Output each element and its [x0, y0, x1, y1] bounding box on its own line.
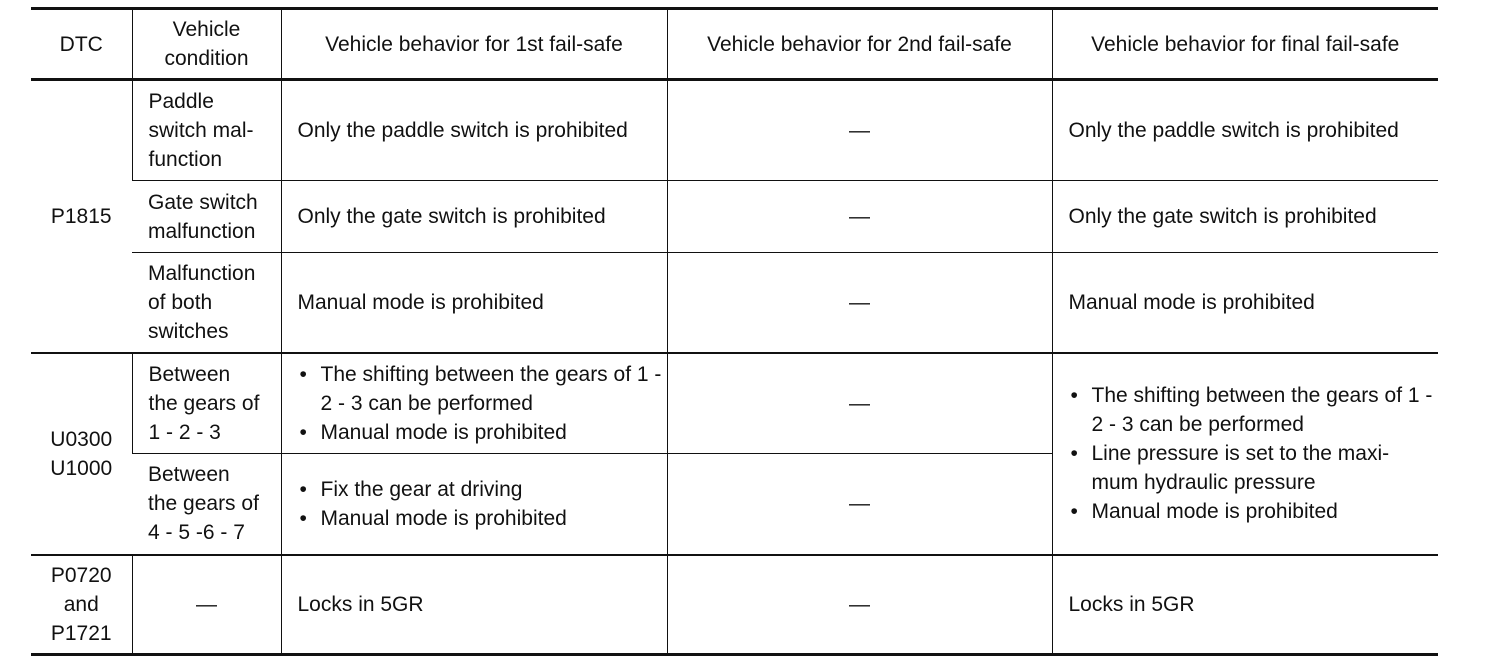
- dtc-cell: P0720 and P1721: [31, 555, 132, 655]
- table-header: [31, 9, 1438, 80]
- fail-safe-table: [31, 7, 1438, 656]
- vehicle-condition-cell: Gate switch malfunction: [132, 181, 281, 253]
- vehicle-condition-cell: Between the gears of 4 - 5 -6 - 7: [132, 454, 281, 555]
- vehicle-condition-cell: —: [132, 555, 281, 655]
- bullet-item: • The shifting between the gears of 1 - 2 - 3 can be performed: [298, 360, 667, 418]
- bullet-item: • Manual mode is prohibited: [1069, 497, 1439, 526]
- first-fail-safe-cell: [281, 353, 667, 454]
- header-vehicle-condition: Vehicle condition: [132, 9, 281, 80]
- second-fail-safe-cell: —: [667, 555, 1052, 655]
- table-row: [31, 555, 1438, 655]
- bullet-list: [298, 360, 667, 447]
- header-final-fail-safe: Vehicle behavior for final fail-safe: [1052, 9, 1438, 80]
- final-fail-safe-cell: Only the paddle switch is prohibited: [1052, 80, 1438, 181]
- bullet-item: • Manual mode is prohibited: [298, 418, 667, 447]
- first-fail-safe-cell: [281, 454, 667, 555]
- bullet-item: • Manual mode is prohibited: [298, 504, 667, 533]
- table-row: [31, 80, 1438, 181]
- second-fail-safe-cell: —: [667, 454, 1052, 555]
- table-row: [31, 353, 1438, 454]
- bullet-list: [298, 475, 667, 533]
- first-fail-safe-cell: Locks in 5GR: [281, 555, 667, 655]
- table-body: [31, 80, 1438, 655]
- final-fail-safe-cell: Locks in 5GR: [1052, 555, 1438, 655]
- final-fail-safe-cell: [1052, 353, 1438, 555]
- table-row: [31, 253, 1438, 353]
- bullet-list: [1069, 381, 1439, 526]
- vehicle-condition-cell: Paddle switch mal- function: [132, 80, 281, 181]
- dtc-cell: U0300 U1000: [31, 353, 132, 555]
- header-1st-fail-safe: Vehicle behavior for 1st fail-safe: [281, 9, 667, 80]
- vehicle-condition-cell: Between the gears of 1 - 2 - 3: [132, 353, 281, 454]
- vehicle-condition-cell: Malfunction of both switches: [132, 253, 281, 353]
- final-fail-safe-cell: Only the gate switch is prohibited: [1052, 181, 1438, 253]
- second-fail-safe-cell: —: [667, 181, 1052, 253]
- header-2nd-fail-safe: Vehicle behavior for 2nd fail-safe: [667, 9, 1052, 80]
- header-dtc: DTC: [31, 9, 132, 80]
- bullet-item: • Line pressure is set to the maxi- mum hydraulic pressure: [1069, 439, 1439, 497]
- final-fail-safe-cell: Manual mode is prohibited: [1052, 253, 1438, 353]
- first-fail-safe-cell: Manual mode is prohibited: [281, 253, 667, 353]
- second-fail-safe-cell: —: [667, 253, 1052, 353]
- header-row: [31, 9, 1438, 80]
- bullet-item: • Fix the gear at driving: [298, 475, 667, 504]
- bullet-item: • The shifting between the gears of 1 - 2 - 3 can be performed: [1069, 381, 1439, 439]
- table-row: [31, 181, 1438, 253]
- second-fail-safe-cell: —: [667, 353, 1052, 454]
- second-fail-safe-cell: —: [667, 80, 1052, 181]
- first-fail-safe-cell: Only the paddle switch is prohibited: [281, 80, 667, 181]
- dtc-cell: P1815: [31, 80, 132, 353]
- first-fail-safe-cell: Only the gate switch is prohibited: [281, 181, 667, 253]
